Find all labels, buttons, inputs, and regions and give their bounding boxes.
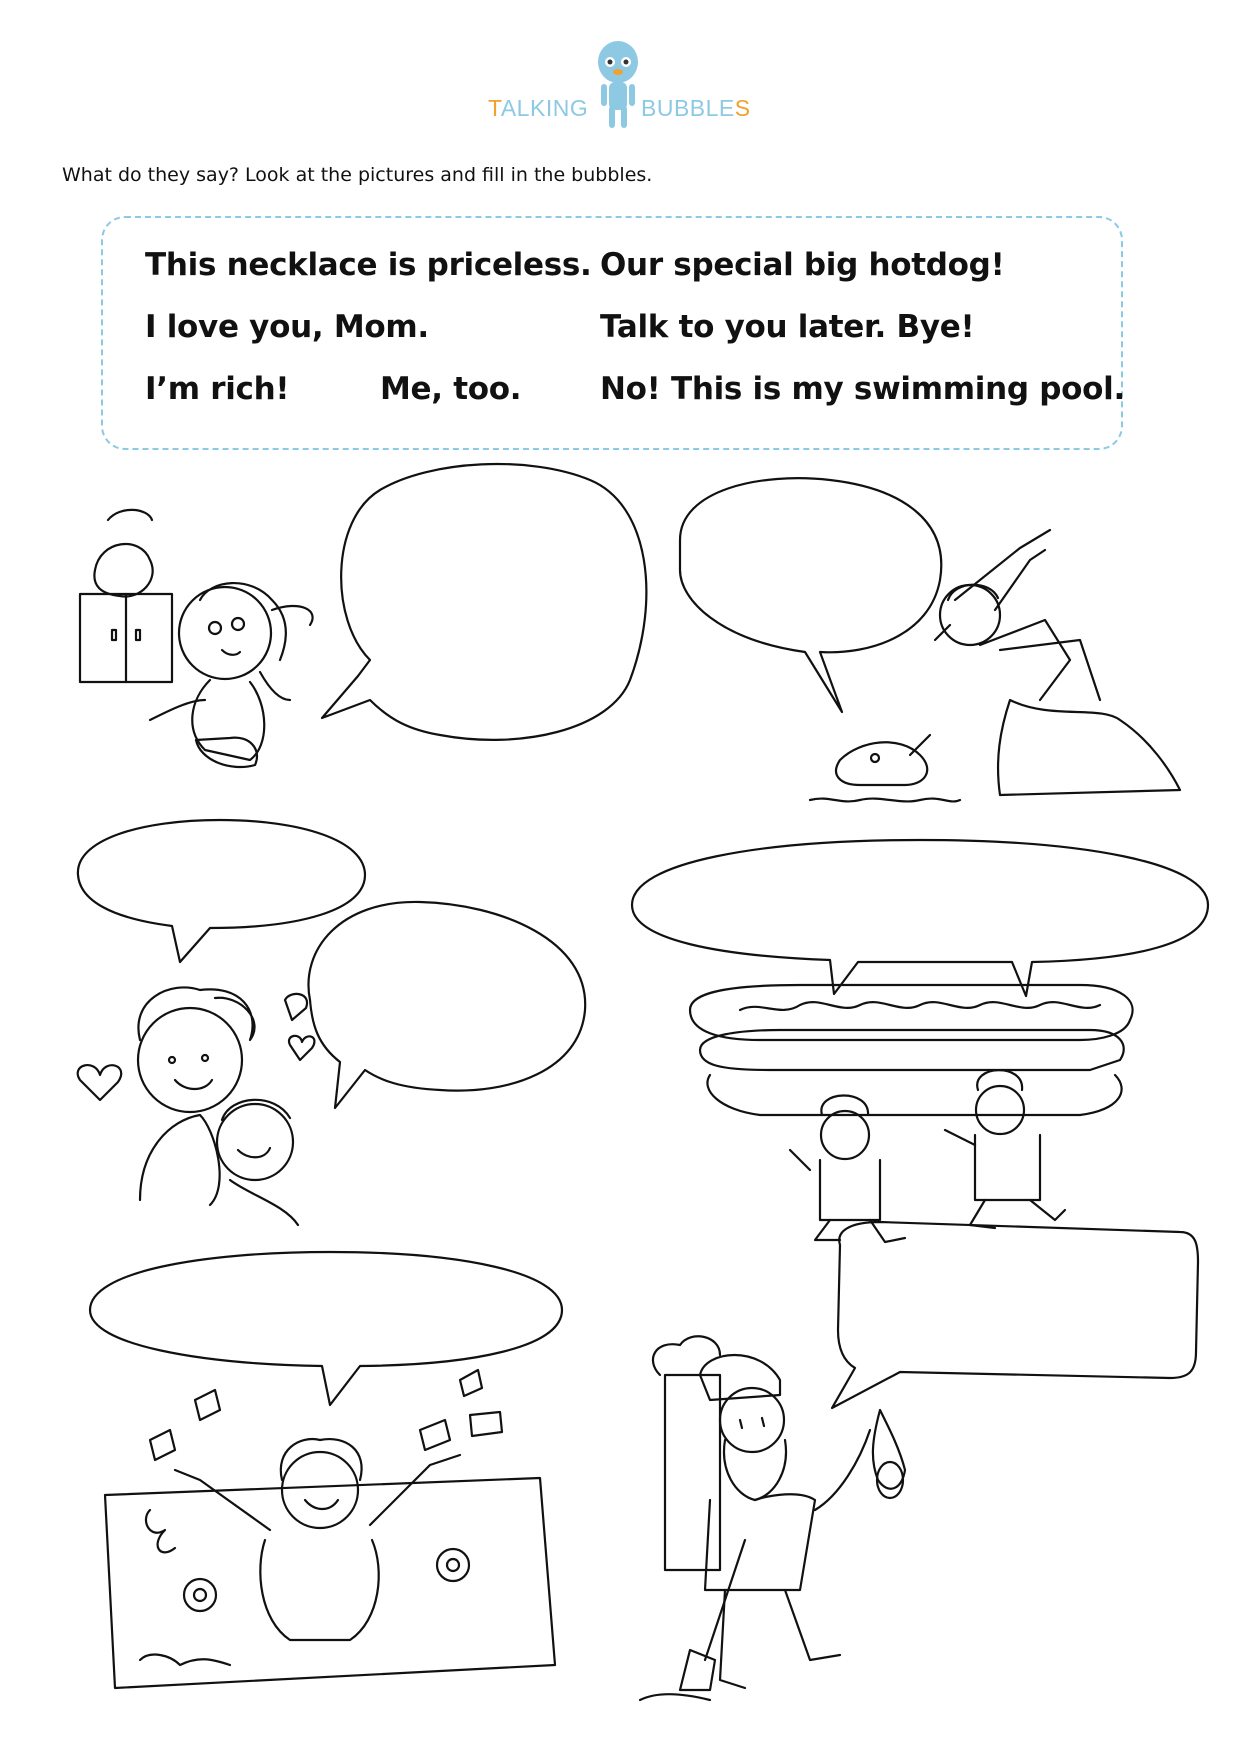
phrase-rich: I’m rich!	[145, 371, 290, 407]
phrase-love-mom: I love you, Mom.	[145, 309, 429, 345]
mother-child-drawing	[78, 987, 315, 1225]
speech-bubble-7[interactable]	[832, 1222, 1198, 1408]
speech-bubble-1[interactable]	[322, 464, 646, 740]
logo-text-bubbles: BUBBLES	[641, 95, 751, 121]
money-woman-drawing	[105, 1370, 555, 1688]
diver-drawing	[810, 530, 1180, 801]
phone-girl-drawing	[80, 510, 313, 767]
phrase-talk-later: Talk to you later. Bye!	[600, 309, 975, 345]
instructions: What do they say? Look at the pictures and fill in the bubbles.	[62, 164, 653, 186]
logo-text-talking: TALKING	[488, 95, 589, 121]
logo-talking-rest: ALKING	[500, 95, 589, 121]
speech-bubble-6[interactable]	[90, 1252, 562, 1405]
speech-bubble-2[interactable]	[680, 478, 941, 712]
phrase-hotdog: Our special big hotdog!	[600, 247, 1005, 283]
speech-bubble-5[interactable]	[632, 840, 1208, 996]
phrase-swimming-pool: No! This is my swimming pool.	[600, 371, 1125, 407]
phrase-necklace: This necklace is priceless.	[145, 247, 592, 283]
phrase-me-too: Me, too.	[380, 371, 522, 407]
hotdog-chefs-drawing	[690, 985, 1133, 1242]
speech-bubble-4[interactable]	[308, 902, 585, 1108]
